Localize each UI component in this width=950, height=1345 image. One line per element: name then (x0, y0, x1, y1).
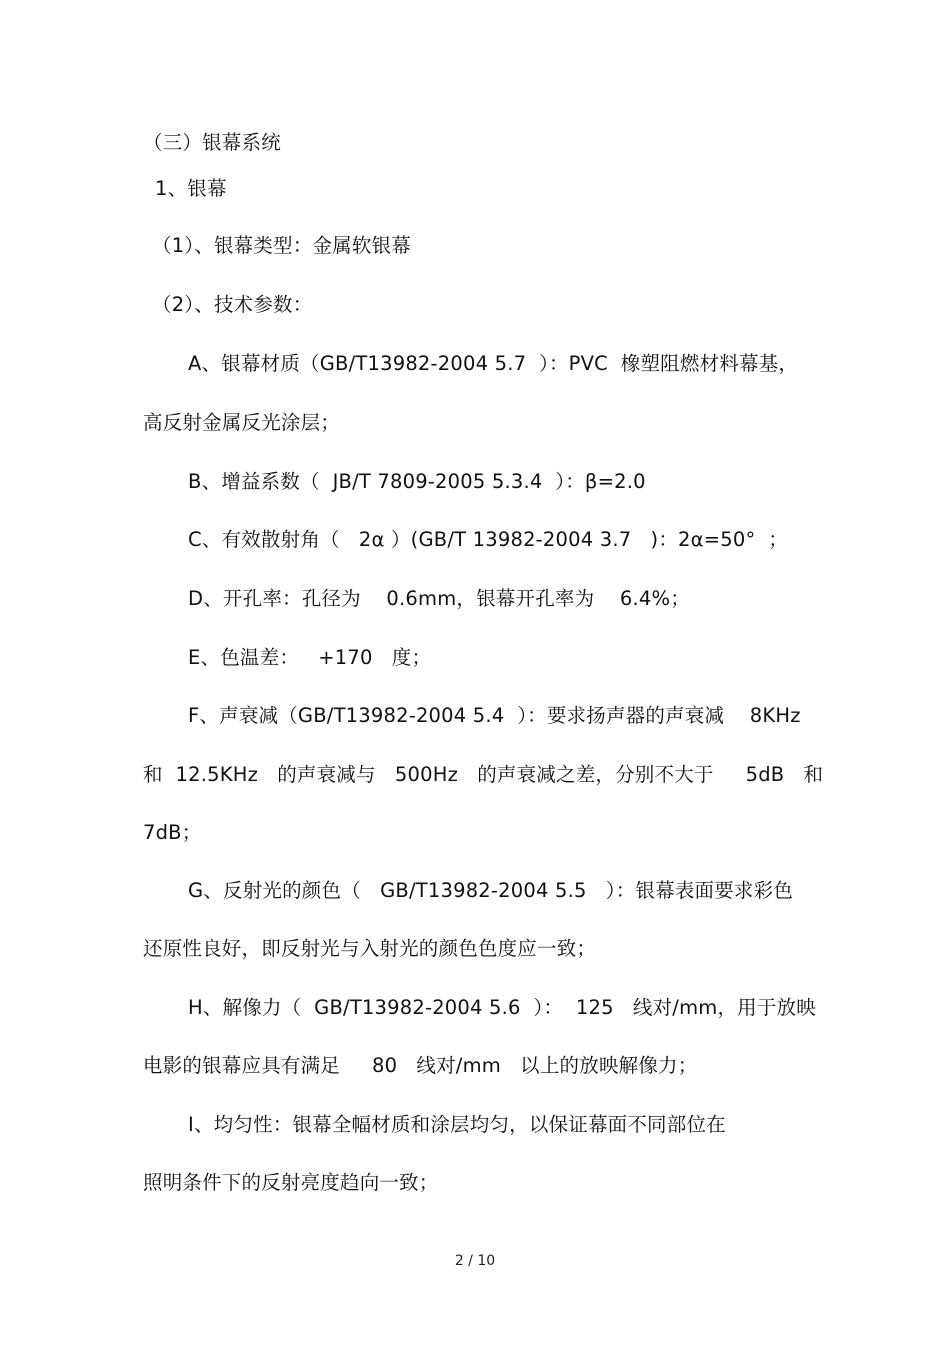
paragraph-line: C、有效散射角（ 2α ）(GB/T 13982-2004 3.7 )：2α=50° ； (188, 528, 788, 551)
paragraph-line: H、解像力（ GB/T13982-2004 5.6 ）： 125 线对/mm，用于放映 (188, 996, 816, 1019)
paragraph-line: 电影的银幕应具有满足 80 线对/mm 以上的放映解像力； (143, 1054, 698, 1077)
paragraph-line: D、开孔率：孔径为 0.6mm，银幕开孔率为 6.4%； (188, 587, 690, 610)
paragraph-line: B、增益系数（ JB/T 7809-2005 5.3.4 ）：β=2.0 (188, 470, 646, 493)
paragraph-line: 照明条件下的反射亮度趋向一致； (143, 1171, 439, 1194)
paragraph-line: A、银幕材质（GB/T13982-2004 5.7 ）：PVC 橡塑阻燃材料幕基， (188, 352, 799, 375)
paragraph-line: （2）、技术参数： (152, 293, 313, 316)
paragraph-line: F、声衰减（GB/T13982-2004 5.4 ）：要求扬声器的声衰减 8KHz (188, 704, 801, 727)
paragraph-line: （1）、银幕类型：金属软银幕 (152, 234, 411, 257)
paragraph-line: G、反射光的颜色（ GB/T13982-2004 5.5 ）：银幕表面要求彩色 (188, 879, 794, 902)
page-number: 2 / 10 (454, 1253, 496, 1269)
paragraph-line: I、均匀性：银幕全幅材质和涂层均匀，以保证幕面不同部位在 (188, 1113, 726, 1136)
paragraph-line: 7dB； (143, 821, 202, 844)
section-heading: （三）银幕系统 (143, 131, 281, 154)
paragraph-line: 和 12.5KHz 的声衰减与 500Hz 的声衰减之差，分别不大于 5dB 和 (143, 763, 824, 786)
paragraph-line: 高反射金属反光涂层； (143, 411, 341, 434)
paragraph-line: 还原性良好，即反射光与入射光的颜色色度应一致； (143, 937, 597, 960)
item-heading: 1、银幕 (155, 177, 227, 200)
paragraph-line: E、色温差： +170 度； (188, 646, 432, 669)
